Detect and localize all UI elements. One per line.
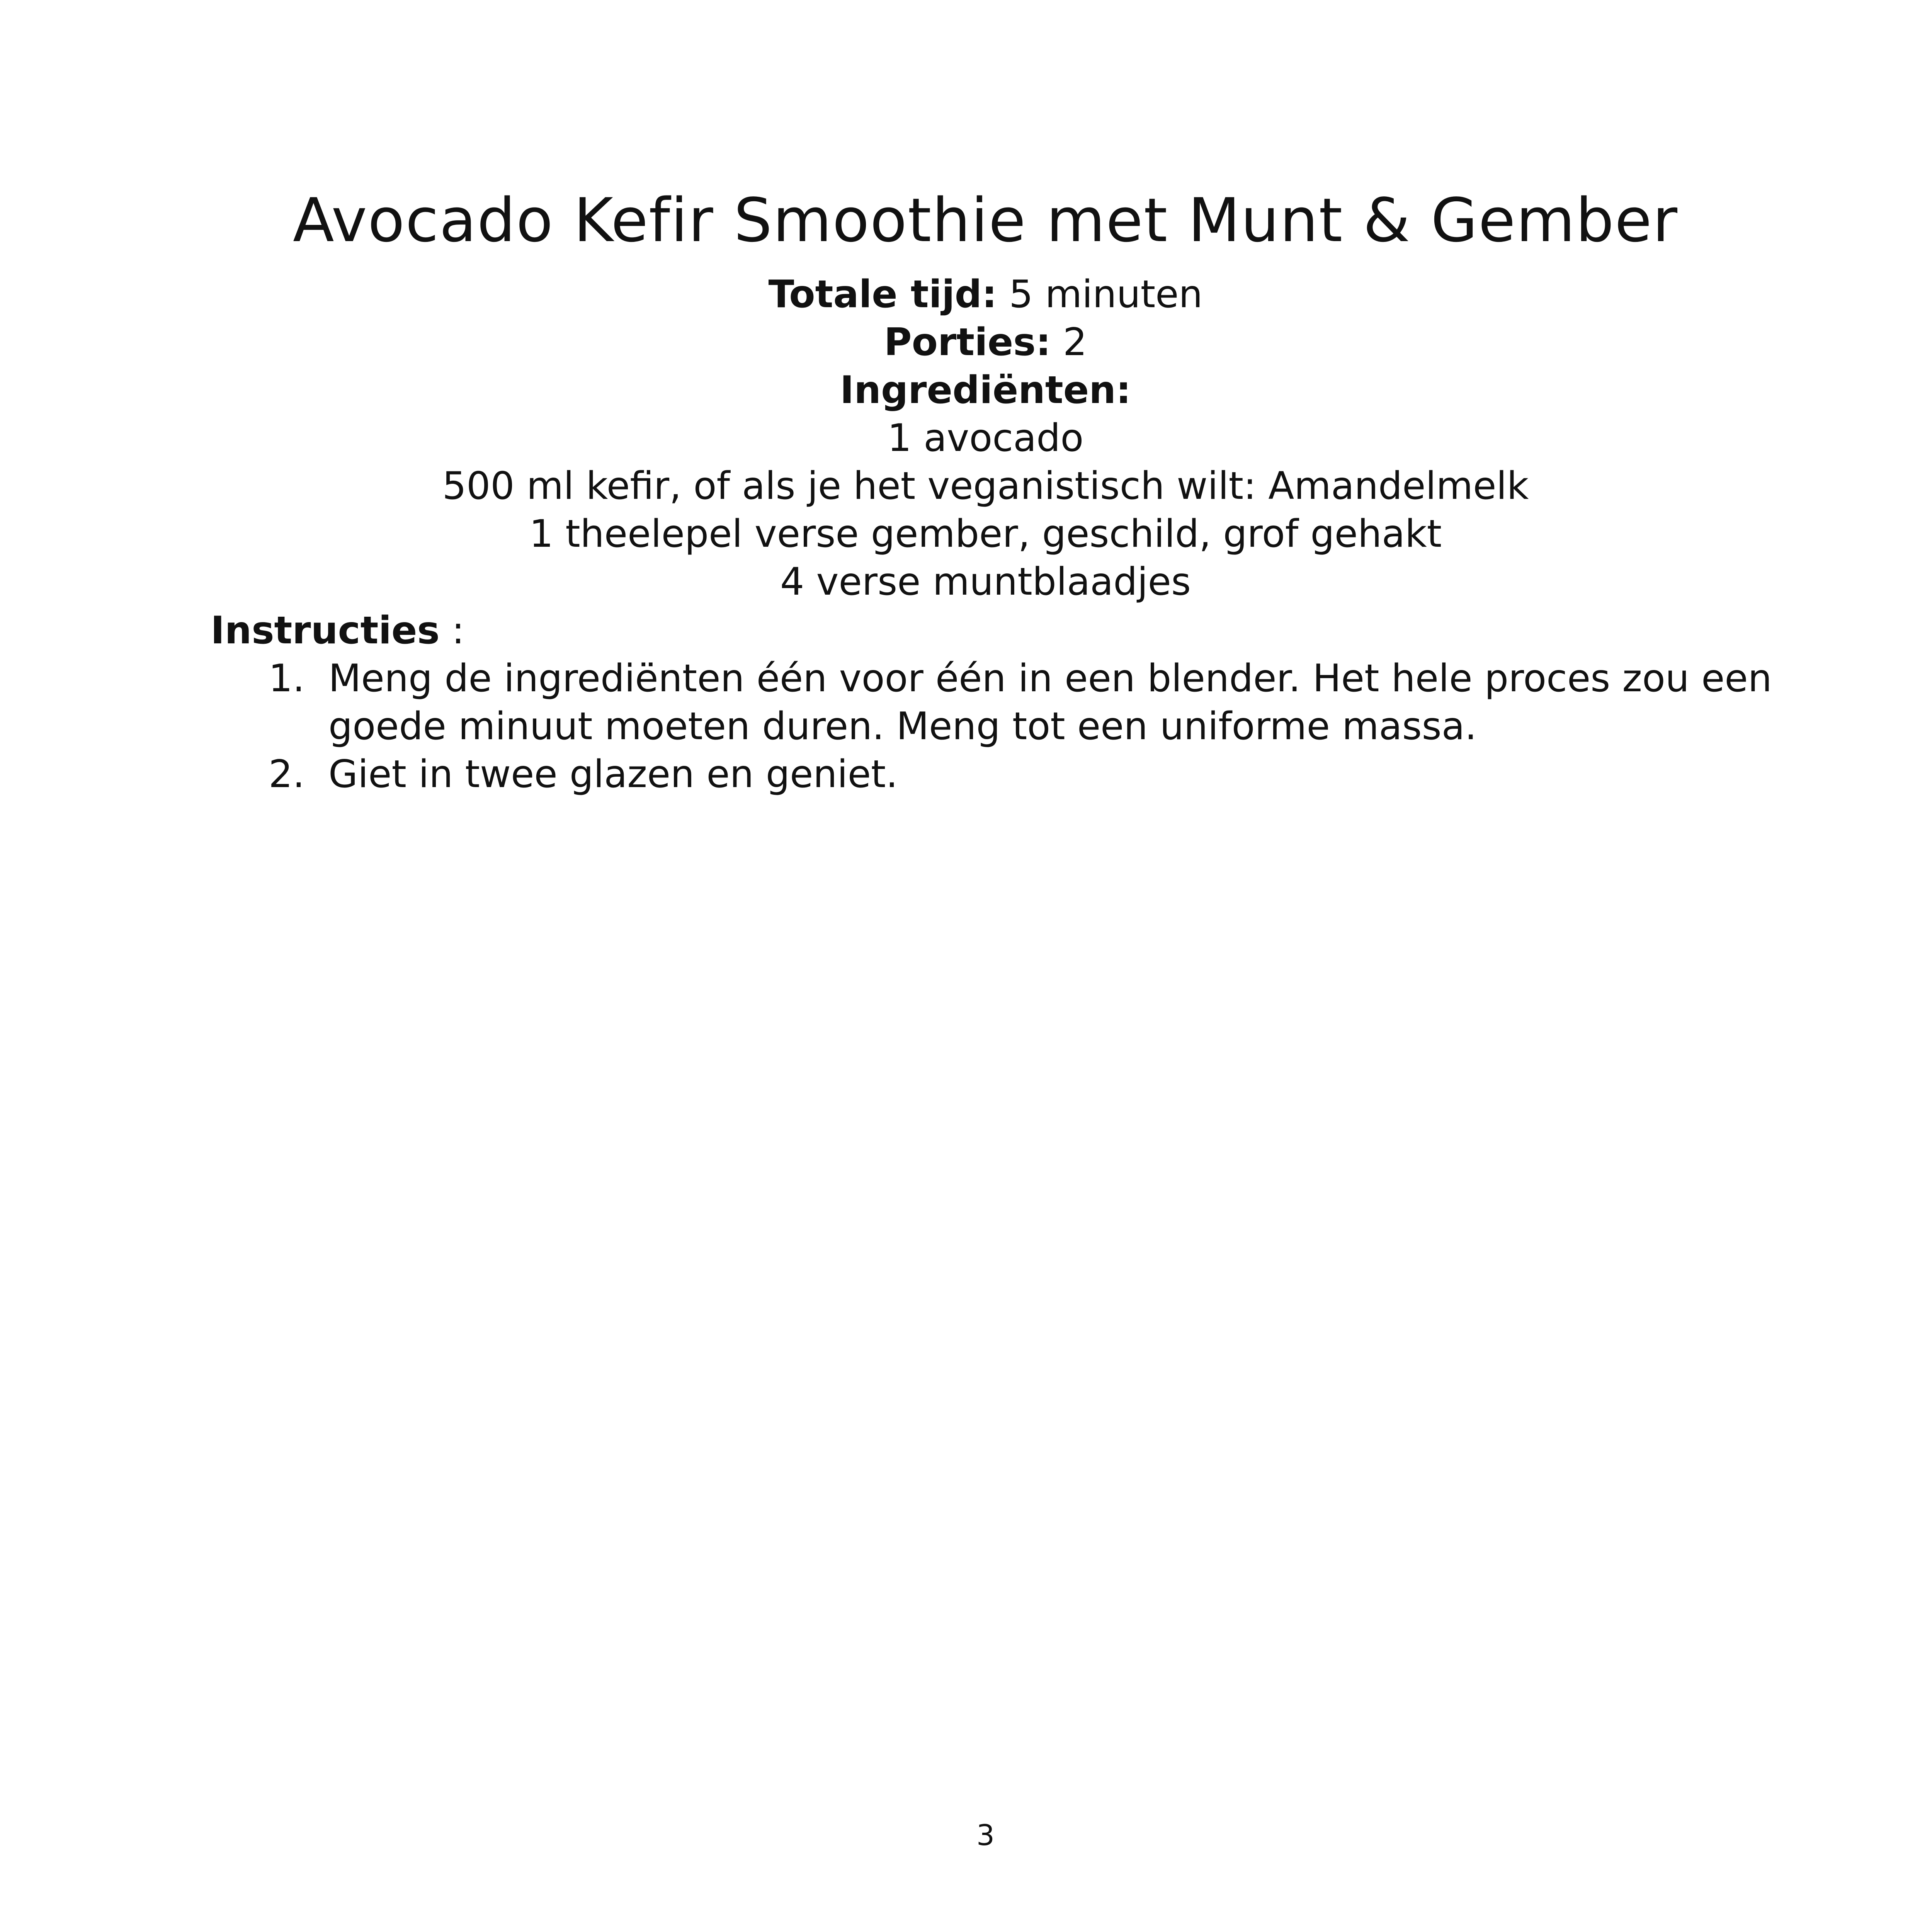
total-time-row (0, 270, 1932, 318)
step-text: Meng de ingrediënten één voor één in een blender. Het hele proces zou een goede minuut moeten duren. Meng tot een uniforme massa. (328, 656, 1772, 748)
recipe-meta (0, 270, 1932, 606)
ingredients-heading: Ingrediënten: (840, 368, 1131, 412)
instruction-step (211, 750, 1814, 798)
servings-label: Porties: (884, 320, 1051, 364)
page-title: Avocado Kefir Smoothie met Munt & Gember (293, 185, 1679, 255)
step-number: 1. (269, 656, 305, 701)
ingredient-item: 1 theelepel verse gember, geschild, grof gehakt (529, 512, 1442, 556)
page-number: 3 (976, 1819, 995, 1852)
servings-row (0, 318, 1932, 366)
total-time-value: 5 minuten (997, 272, 1203, 316)
step-text: Giet in twee glazen en geniet. (328, 752, 898, 796)
instructions-heading-label: Instructies (211, 609, 440, 653)
ingredient-item: 1 avocado (887, 416, 1084, 460)
instruction-step (211, 655, 1814, 750)
ingredient-item: 4 verse muntblaadjes (780, 560, 1191, 604)
step-number: 2. (269, 752, 305, 796)
instructions-heading-suffix: : (439, 609, 465, 653)
ingredient-item: 500 ml kefir, of als je het veganistisch wilt: Amandelmelk (442, 464, 1529, 508)
servings-value: 2 (1051, 320, 1087, 364)
total-time-label: Totale tijd: (768, 272, 997, 316)
instructions-heading (211, 607, 464, 655)
instructions-list (211, 655, 1814, 798)
